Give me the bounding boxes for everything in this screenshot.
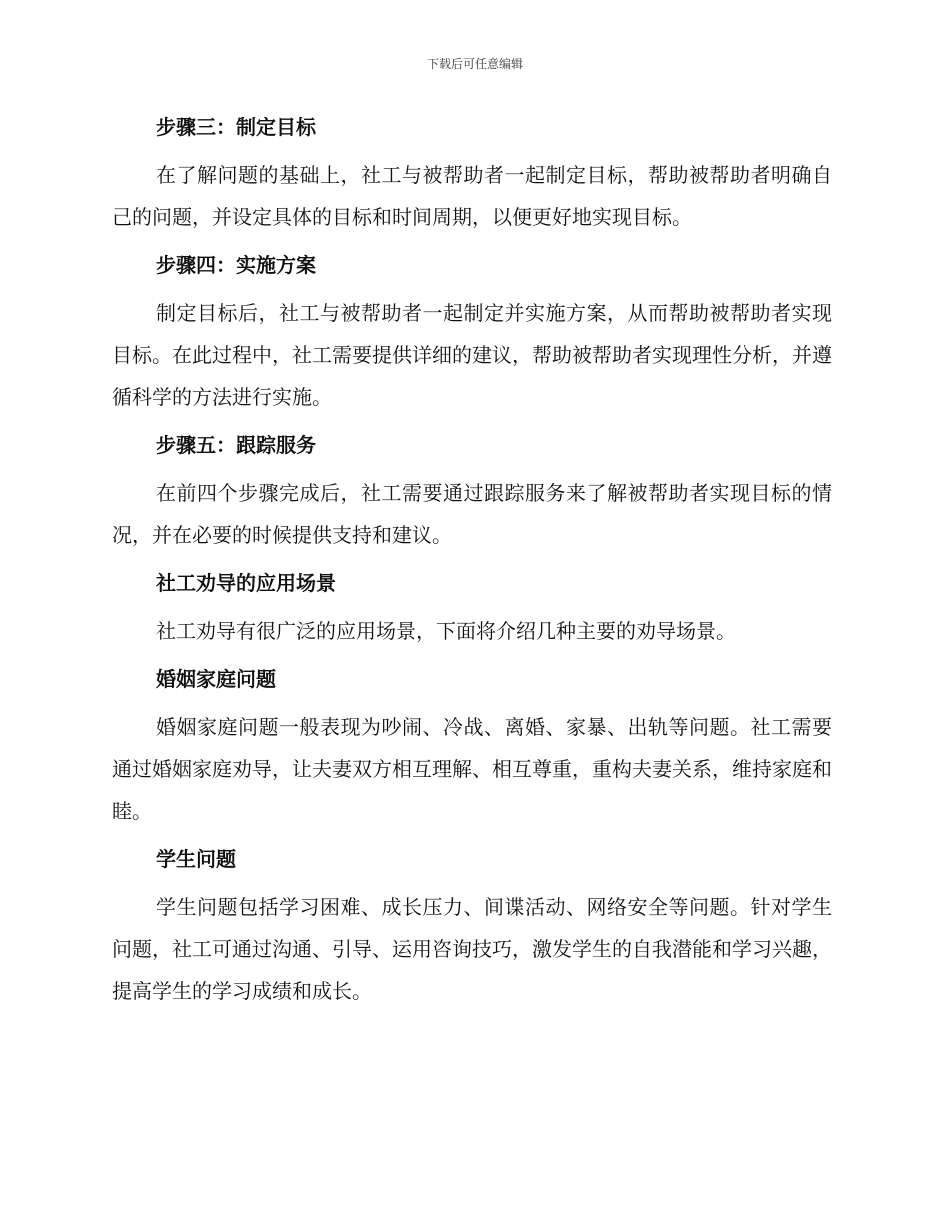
section-heading: 学生问题: [156, 847, 236, 871]
section-paragraph: 学生问题包括学习困难、成长压力、间谍活动、网络安全等问题。针对学生问题，社工可通过沟通、引导、运用咨询技巧，激发学生的自我潜能和学习兴趣，提高学生的学习成绩和成长。: [112, 895, 832, 1003]
section-heading: 步骤五：跟踪服务: [156, 433, 316, 457]
section-heading: 步骤三：制定目标: [156, 115, 316, 139]
section-step-three: [112, 110, 832, 238]
section-step-five: [112, 428, 832, 556]
section-student-issues: [112, 842, 832, 1012]
download-edit-note: 下载后可任意编辑: [426, 57, 523, 71]
section-step-four: [112, 248, 832, 418]
section-paragraph: 婚姻家庭问题一般表现为吵闹、冷战、离婚、家暴、出轨等问题。社工需要通过婚姻家庭劝导，让夫妻双方相互理解、相互尊重，重构夫妻关系，维持家庭和睦。: [112, 715, 832, 823]
section-heading: 婚姻家庭问题: [156, 667, 276, 691]
section-application-scenarios: [112, 566, 832, 652]
section-heading: 步骤四：实施方案: [156, 253, 316, 277]
section-paragraph: 社工劝导有很广泛的应用场景，下面将介绍几种主要的劝导场景。: [156, 619, 736, 643]
section-paragraph: 在了解问题的基础上，社工与被帮助者一起制定目标，帮助被帮助者明确自己的问题，并设定具体的目标和时间周期，以便更好地实现目标。: [112, 163, 832, 229]
section-paragraph: 制定目标后，社工与被帮助者一起制定并实施方案，从而帮助被帮助者实现目标。在此过程中，社工需要提供详细的建议，帮助被帮助者实现理性分析，并遵循科学的方法进行实施。: [112, 301, 832, 409]
section-marriage-family: [112, 662, 832, 832]
section-paragraph: 在前四个步骤完成后，社工需要通过跟踪服务来了解被帮助者实现目标的情况，并在必要的时候提供支持和建议。: [112, 481, 832, 547]
document-body: [112, 110, 832, 1022]
section-heading: 社工劝导的应用场景: [156, 571, 336, 595]
